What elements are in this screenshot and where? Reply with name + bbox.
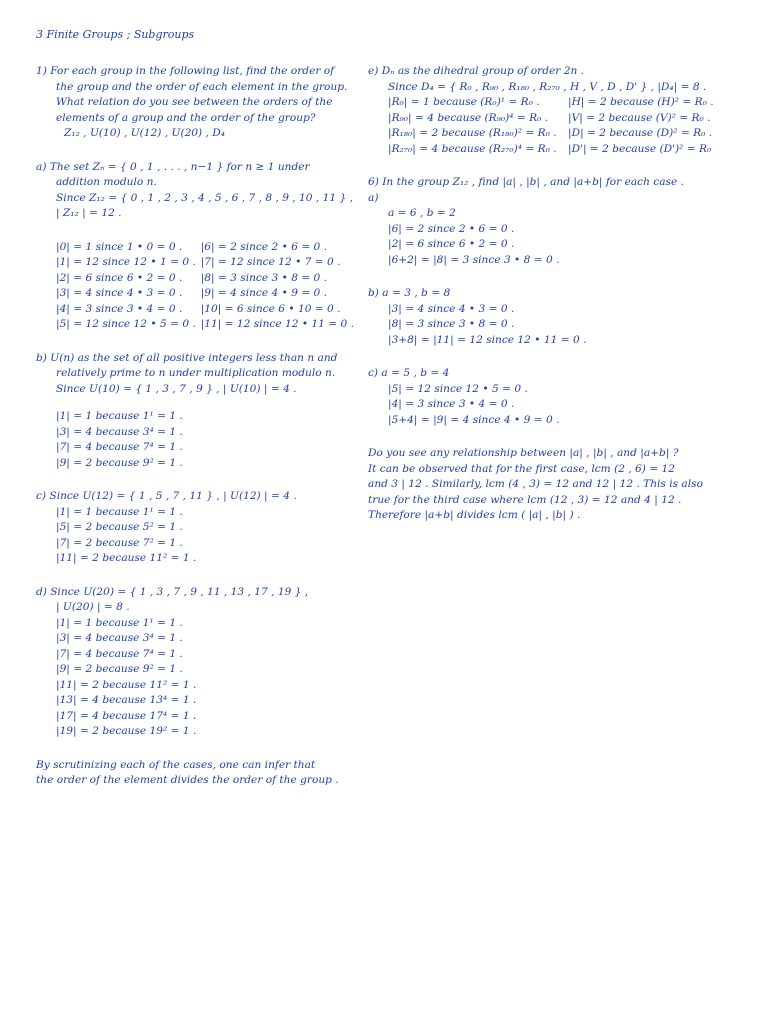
spacer — [36, 333, 354, 351]
text-line: Therefore |a+b| divides lcm ( |a| , |b| ) . — [368, 509, 581, 521]
text-line: c) a = 5 , b = 4 — [368, 367, 450, 379]
page-title: 3 Finite Groups ; Subgroups — [36, 28, 195, 41]
pair-column — [388, 95, 568, 157]
spacer — [36, 222, 354, 240]
indented-line: |7| = 4 because 7⁴ = 1 . — [56, 647, 183, 660]
indented-line: Z₁₂ , U(10) , U(12) , U(20) , D₄ — [64, 127, 226, 139]
equation-line: |11| = 12 since 12 • 11 = 0 . — [200, 318, 354, 330]
indented-line: |1| = 1 because 1¹ = 1 . — [56, 410, 183, 422]
indented-line: |1| = 1 because 1¹ = 1 . — [56, 505, 183, 518]
indented-line: |3| = 4 because 3⁴ = 1 . — [56, 425, 183, 438]
indented-line: |2| = 6 since 6 • 2 = 0 . — [388, 238, 515, 250]
equation-line: |7| = 12 since 12 • 7 = 0 . — [200, 256, 341, 268]
equation-line: |2| = 6 since 6 • 2 = 0 . — [56, 271, 183, 284]
equation-line: |R₁₈₀| = 2 because (R₁₈₀)² = R₀ . — [388, 127, 557, 139]
pair-column — [568, 95, 748, 157]
pair-column — [201, 240, 354, 333]
spacer — [36, 471, 354, 489]
indented-line: What relation do you see between the orders of the — [56, 96, 333, 108]
left-column — [36, 64, 354, 789]
spacer — [36, 142, 354, 160]
indented-line: |5+4| = |9| = 4 since 4 • 9 = 0 . — [388, 413, 560, 426]
equation-line: |3| = 4 since 4 • 3 = 0 . — [56, 287, 183, 299]
indented-line: addition modulo n. — [56, 176, 157, 188]
right-column — [368, 64, 758, 524]
equation-line: |R₀| = 1 because (R₀)¹ = R₀ . — [388, 96, 540, 108]
indented-line: |13| = 4 because 13⁴ = 1 . — [56, 694, 197, 706]
spacer — [36, 567, 354, 585]
indented-line: relatively prime to n under multiplication modulo n. — [56, 367, 336, 379]
equation-line: |1| = 12 since 12 • 1 = 0 . — [56, 256, 196, 268]
indented-line: |1| = 1 because 1¹ = 1 . — [56, 616, 183, 629]
equation-line: |10| = 6 since 6 • 10 = 0 . — [200, 302, 341, 315]
text-line: and 3 | 12 . Similarly, lcm (4 , 3) = 12 and 12 | 12 . This is also — [368, 478, 703, 490]
indented-line: | U(20) | = 8 . — [56, 601, 130, 613]
text-line: a) — [368, 191, 379, 204]
equation-line: |0| = 1 since 1 • 0 = 0 . — [56, 240, 183, 253]
order-pairs — [368, 95, 758, 157]
indented-line: a = 6 , b = 2 — [388, 207, 456, 219]
indented-line: |7| = 4 because 7⁴ = 1 . — [56, 441, 183, 453]
indented-line: Since U(10) = { 1 , 3 , 7 , 9 } , | U(10) | = 4 . — [56, 382, 297, 395]
indented-line: |9| = 2 because 9² = 1 . — [56, 663, 183, 675]
indented-line: | Z₁₂ | = 12 . — [56, 207, 122, 219]
spacer — [368, 348, 758, 366]
equation-line: |R₂₇₀| = 4 because (R₂₇₀)⁴ = R₀ . — [388, 142, 557, 155]
spacer — [36, 740, 354, 758]
spacer — [368, 268, 758, 286]
spacer — [36, 397, 354, 409]
text-line: true for the third case where lcm (12 , 3) = 12 and 4 | 12 . — [368, 493, 682, 506]
spacer — [368, 428, 758, 446]
text-line: It can be observed that for the first case, lcm (2 , 6) = 12 — [368, 462, 676, 475]
indented-line: |8| = 3 since 3 • 8 = 0 . — [388, 318, 515, 330]
text-line: the order of the element divides the order of the group . — [36, 774, 339, 786]
indented-line: Since D₄ = { R₀ , R₉₀ , R₁₈₀ , R₂₇₀ , H , V , D , D' } , |D₄| = 8 . — [388, 80, 707, 93]
text-line: a) The set Zₙ = { 0 , 1 , . . . , n−1 } for n ≥ 1 under — [36, 160, 310, 173]
spacer — [368, 157, 758, 175]
indented-line: |9| = 2 because 9² = 1 . — [56, 456, 183, 469]
text-line: 6) In the group Z₁₂ , find |a| , |b| , and |a+b| for each case . — [368, 176, 684, 188]
equation-line: |5| = 12 since 12 • 5 = 0 . — [56, 318, 196, 330]
indented-line: Since Z₁₂ = { 0 , 1 , 2 , 3 , 4 , 5 , 6 , 7 , 8 , 9 , 10 , 11 } , — [56, 191, 353, 204]
indented-line: |3+8| = |11| = 12 since 12 • 11 = 0 . — [388, 333, 587, 346]
indented-line: |5| = 12 since 12 • 5 = 0 . — [388, 382, 528, 395]
text-line: e) Dₙ as the dihedral group of order 2n . — [368, 65, 585, 77]
text-line: b) a = 3 , b = 8 — [368, 287, 451, 299]
equation-line: |8| = 3 since 3 • 8 = 0 . — [200, 271, 328, 284]
equation-line: |V| = 2 because (V)² = R₀ . — [568, 111, 711, 124]
indented-line: |11| = 2 because 11² = 1 . — [56, 552, 197, 564]
pair-column — [56, 240, 201, 333]
equation-line: |H| = 2 because (H)² = R₀ . — [568, 96, 714, 108]
text-line: b) U(n) as the set of all positive integers less than n and — [36, 351, 338, 364]
indented-line: the group and the order of each element in the group. — [56, 80, 348, 93]
order-pairs — [36, 240, 354, 333]
text-line: 1) For each group in the following list, find the order of — [36, 65, 335, 77]
equation-line: |R₉₀| = 4 because (R₉₀)⁴ = R₀ . — [388, 111, 549, 124]
text-line: c) Since U(12) = { 1 , 5 , 7 , 11 } , | U(12) | = 4 . — [36, 490, 297, 502]
equation-line: |9| = 4 since 4 • 9 = 0 . — [200, 287, 328, 299]
indented-line: |17| = 4 because 17⁴ = 1 . — [56, 709, 197, 722]
equation-line: |D| = 2 because (D)² = R₀ . — [568, 127, 713, 139]
text-line: d) Since U(20) = { 1 , 3 , 7 , 9 , 11 , 13 , 17 , 19 } , — [36, 585, 309, 598]
indented-line: |4| = 3 since 3 • 4 = 0 . — [388, 398, 515, 410]
indented-line: |6| = 2 since 2 • 6 = 0 . — [388, 222, 515, 235]
indented-line: |11| = 2 because 11² = 1 . — [56, 678, 197, 691]
text-line: Do you see any relationship between |a| , |b| , and |a+b| ? — [368, 447, 679, 459]
indented-line: |7| = 2 because 7² = 1 . — [56, 536, 183, 549]
equation-line: |D'| = 2 because (D')² = R₀ — [568, 142, 712, 155]
equation-line: |4| = 3 since 3 • 4 = 0 . — [56, 302, 183, 315]
indented-line: |3| = 4 because 3⁴ = 1 . — [56, 632, 183, 644]
indented-line: |3| = 4 since 4 • 3 = 0 . — [388, 302, 515, 315]
equation-line: |6| = 2 since 2 • 6 = 0 . — [200, 240, 328, 253]
text-line: By scrutinizing each of the cases, one can infer that — [36, 758, 316, 771]
indented-line: elements of a group and the order of the group? — [56, 111, 316, 124]
indented-line: |19| = 2 because 19² = 1 . — [56, 725, 197, 737]
indented-line: |5| = 2 because 5² = 1 . — [56, 521, 183, 533]
indented-line: |6+2| = |8| = 3 since 3 • 8 = 0 . — [388, 253, 560, 266]
